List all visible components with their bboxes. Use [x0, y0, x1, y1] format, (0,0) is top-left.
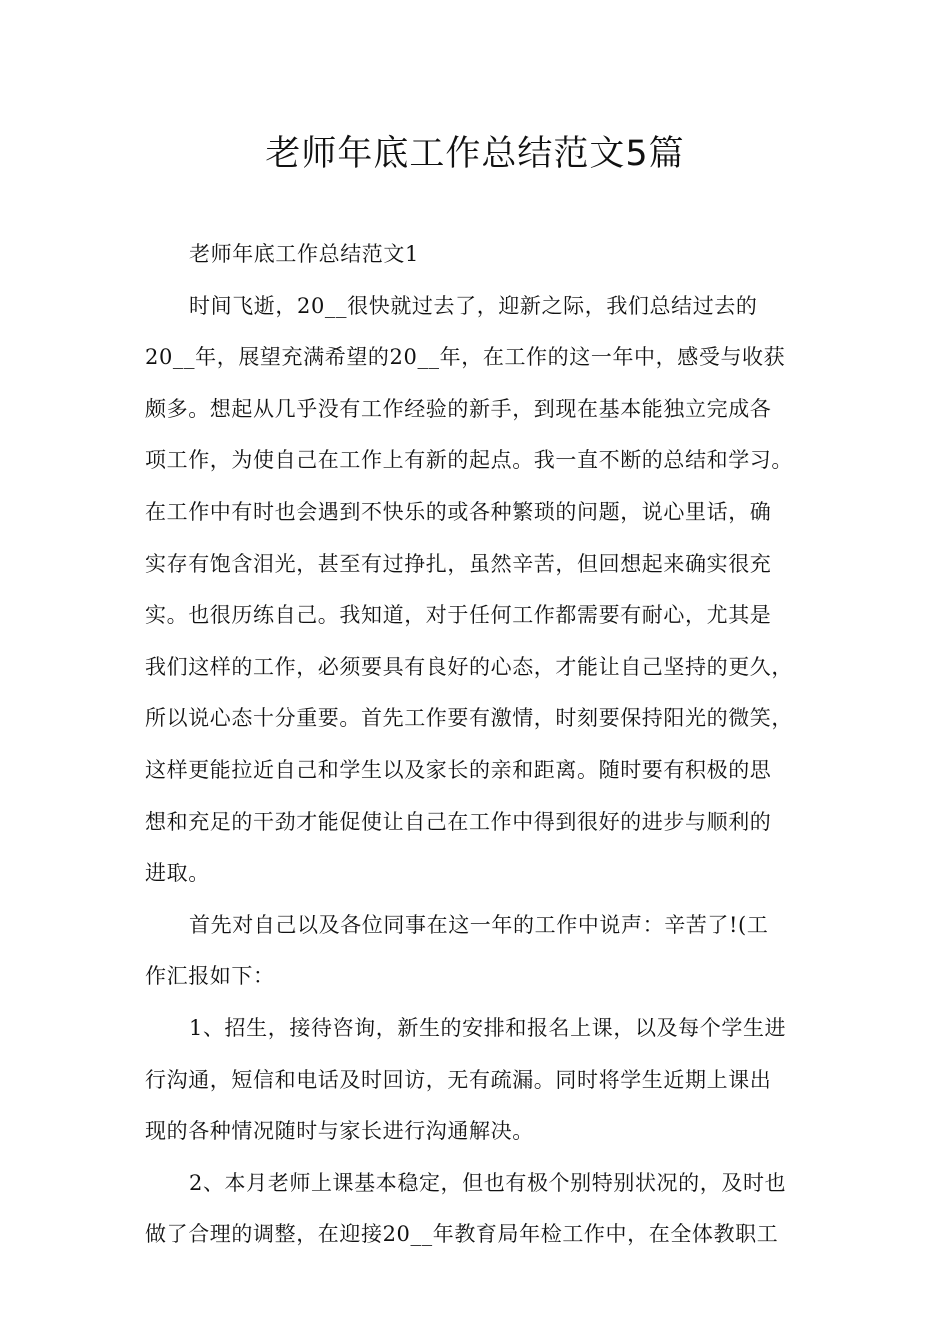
section-heading: 老师年底工作总结范文1	[189, 242, 419, 266]
paragraph-line: 首先对自己以及各位同事在这一年的工作中说声：辛苦了!(工	[189, 912, 769, 937]
paragraph-line: 作汇报如下：	[145, 964, 275, 989]
paragraph-line: 行沟通，短信和电话及时回访，无有疏漏。同时将学生近期上课出	[145, 1067, 772, 1092]
paragraph-line: 2、本月老师上课基本稳定，但也有极个别特别状况的，及时也	[189, 1170, 787, 1195]
document-title: 老师年底工作总结范文5篇	[265, 134, 685, 174]
paragraph-line: 在工作中有时也会遇到不快乐的或各种繁琐的问题，说心里话，确	[145, 499, 772, 524]
paragraph-line: 实存有饱含泪光，甚至有过挣扎，虽然辛苦，但回想起来确实很充	[145, 551, 772, 576]
paragraph-line: 做了合理的调整，在迎接20__年教育局年检工作中，在全体教职工	[145, 1222, 779, 1247]
paragraph-line: 20__年，展望充满希望的20__年，在工作的这一年中，感受与收获	[145, 345, 786, 370]
paragraph-line: 项工作，为使自己在工作上有新的起点。我一直不断的总结和学习。	[145, 448, 793, 473]
paragraph-line: 时间飞逝，20__很快就过去了，迎新之际，我们总结过去的	[189, 293, 758, 318]
document-body	[145, 229, 811, 1261]
paragraph-line: 这样更能拉近自己和学生以及家长的亲和距离。随时要有积极的思	[145, 757, 772, 782]
paragraph-line: 实。也很历练自己。我知道，对于任何工作都需要有耐心，尤其是	[145, 603, 772, 628]
paragraph-line: 我们这样的工作，必须要具有良好的心态，才能让自己坚持的更久，	[145, 654, 793, 679]
paragraph-line: 颇多。想起从几乎没有工作经验的新手，到现在基本能独立完成各	[145, 396, 772, 421]
paragraph-line: 进取。	[145, 861, 210, 886]
paragraph-line: 现的各种情况随时与家长进行沟通解决。	[145, 1119, 534, 1144]
paragraph-line: 1、招生，接待咨询，新生的安排和报名上课，以及每个学生进	[189, 1015, 787, 1040]
paragraph-line: 想和充足的干劲才能促使让自己在工作中得到很好的进步与顺利的	[145, 809, 772, 834]
paragraph-line: 所以说心态十分重要。首先工作要有激情，时刻要保持阳光的微笑，	[145, 706, 793, 731]
